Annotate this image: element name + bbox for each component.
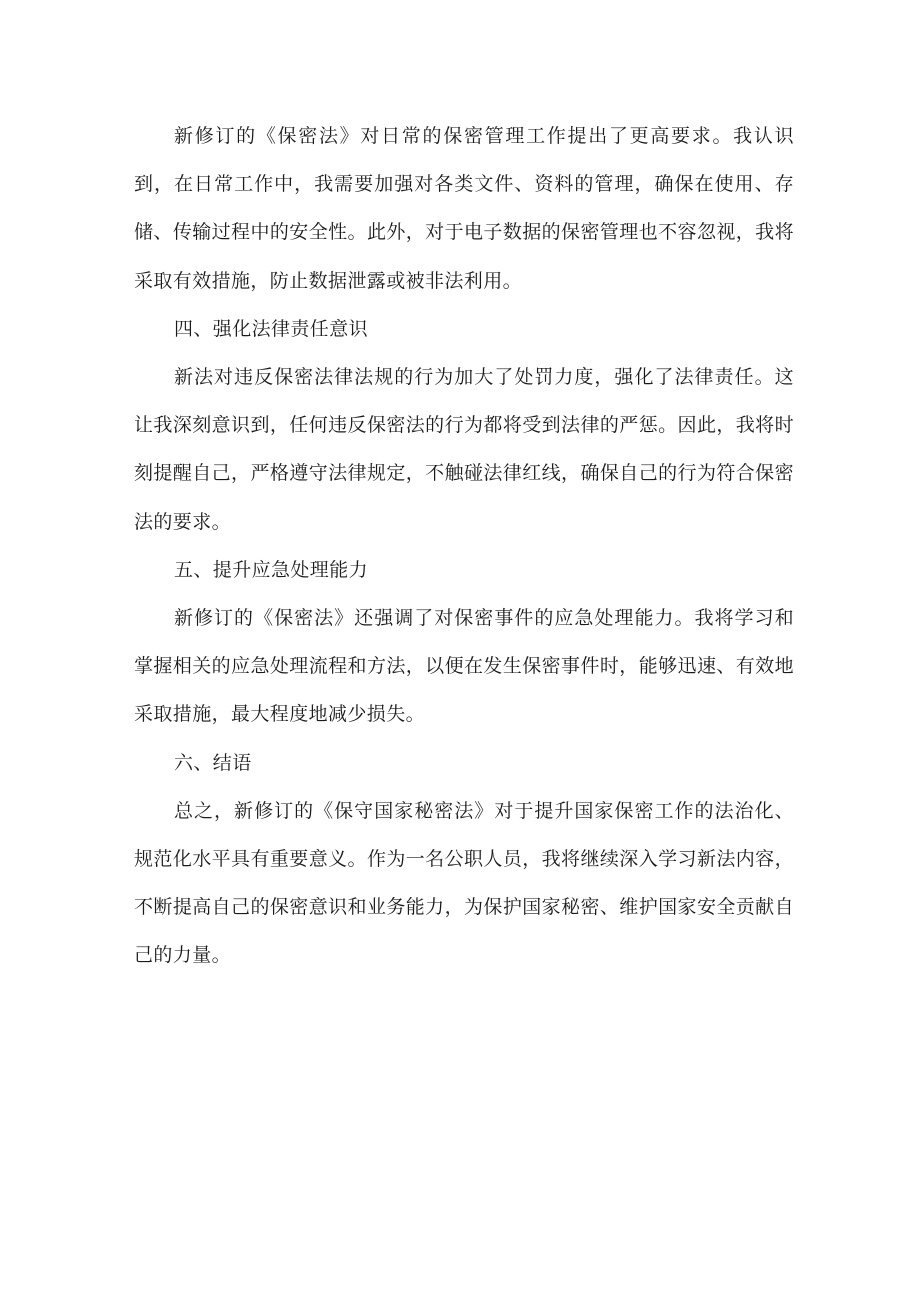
section-heading-emergency-handling: 五、提升应急处理能力	[174, 558, 369, 581]
paragraph-conclusion: 总之，新修订的《保守国家秘密法》对于提升国家保密工作的法治化、规范化水平具有重要意义。作为一名公职人员，我将继续深入学习新法内容，不断提高自己的保密意识和业务能力，为保护国家秘密、维护国家安全贡献自己的力量。	[134, 799, 794, 967]
paragraph-emergency-handling: 新修订的《保密法》还强调了对保密事件的应急处理能力。我将学习和掌握相关的应急处理流程和方法，以便在发生保密事件时，能够迅速、有效地采取措施，最大程度地减少损失。	[134, 607, 794, 726]
paragraph-daily-management: 新修订的《保密法》对日常的保密管理工作提出了更高要求。我认识到，在日常工作中，我需要加强对各类文件、资料的管理，确保在使用、存储、传输过程中的安全性。此外，对于电子数据的保密管理也不容忽视，我将采取有效措施，防止数据泄露或被非法利用。	[134, 125, 794, 292]
document-body	[134, 112, 794, 980]
section-heading-conclusion: 六、结语	[174, 751, 252, 774]
section-heading-legal-responsibility: 四、强化法律责任意识	[174, 317, 369, 340]
paragraph-legal-responsibility: 新法对违反保密法律法规的行为加大了处罚力度，强化了法律责任。这让我深刻意识到，任何违反保密法的行为都将受到法律的严惩。因此，我将时刻提醒自己，严格遵守法律规定，不触碰法律红线，确保自己的行为符合保密法的要求。	[134, 366, 794, 533]
